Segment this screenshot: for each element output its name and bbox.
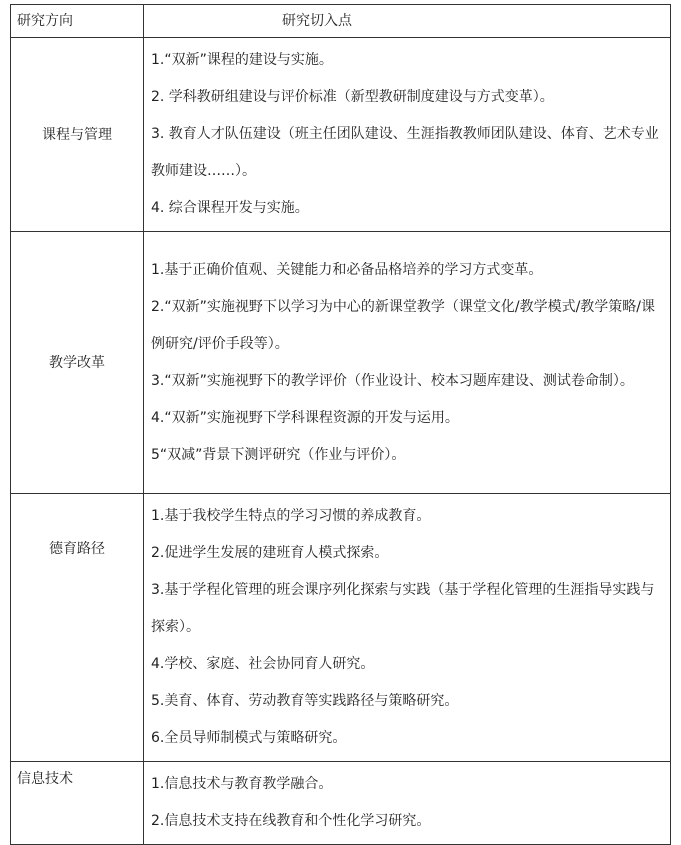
entry-points-cell bbox=[144, 494, 671, 762]
table-row bbox=[11, 762, 671, 845]
list-item: 1.基于正确价值观、关键能力和必备品格培养的学习方式变革。 bbox=[151, 261, 543, 278]
table-row bbox=[11, 232, 671, 494]
entry-points-cell bbox=[144, 38, 671, 232]
list-item: 5.美育、体育、劳动教育等实践路径与策略研究。 bbox=[151, 693, 459, 709]
direction-cell: 信息技术 bbox=[11, 762, 144, 845]
entry-points-cell bbox=[144, 762, 671, 845]
header-entry-points: 研究切入点 bbox=[144, 5, 671, 38]
list-item: 1.信息技术与教育教学融合。 bbox=[151, 776, 333, 792]
entry-points-cell bbox=[144, 232, 671, 494]
list-item: 1.“双新”课程的建设与实施。 bbox=[151, 52, 333, 68]
list-item: 6.全员导师制模式与策略研究。 bbox=[151, 730, 347, 746]
list-item: 1.基于我校学生特点的学习习惯的养成教育。 bbox=[151, 508, 431, 524]
table-row bbox=[11, 494, 671, 762]
list-item: 2.信息技术支持在线教育和个性化学习研究。 bbox=[151, 813, 431, 829]
list-item: 4.学校、家庭、社会协同育人研究。 bbox=[151, 656, 375, 672]
list-item: 2.促进学生发展的建班育人模式探索。 bbox=[151, 545, 389, 561]
list-item: 3.“双新”实施视野下的教学评价（作业设计、校本习题库建设、测试卷命制）。 bbox=[151, 372, 634, 389]
list-item: 2.“双新”实施视野下以学习为中心的新课堂教学（课堂文化/教学模式/教学策略/课例研究/评价手段等）。 bbox=[151, 298, 656, 352]
list-item: 4. 综合课程开发与实施。 bbox=[151, 200, 309, 216]
table-header-row bbox=[11, 5, 671, 38]
header-direction: 研究方向 bbox=[11, 5, 144, 38]
list-item: 4.“双新”实施视野下学科课程资源的开发与运用。 bbox=[151, 409, 459, 426]
list-item: 2. 学科教研组建设与评价标准（新型教研制度建设与方式变革）。 bbox=[151, 89, 554, 105]
list-item: 3. 教育人才队伍建设（班主任团队建设、生涯指教教师团队建设、体育、艺术专业教师建设……）。 bbox=[151, 126, 659, 179]
list-item: 5“双减”背景下测评研究（作业与评价）。 bbox=[151, 446, 406, 463]
research-table bbox=[10, 4, 671, 845]
table-row bbox=[11, 38, 671, 232]
direction-cell: 教学改革 bbox=[11, 232, 144, 494]
direction-cell: 德育路径 bbox=[11, 494, 144, 762]
list-item: 3.基于学程化管理的班会课序列化探索与实践（基于学程化管理的生涯指导实践与探索）。 bbox=[151, 582, 655, 635]
direction-cell: 课程与管理 bbox=[11, 38, 144, 232]
